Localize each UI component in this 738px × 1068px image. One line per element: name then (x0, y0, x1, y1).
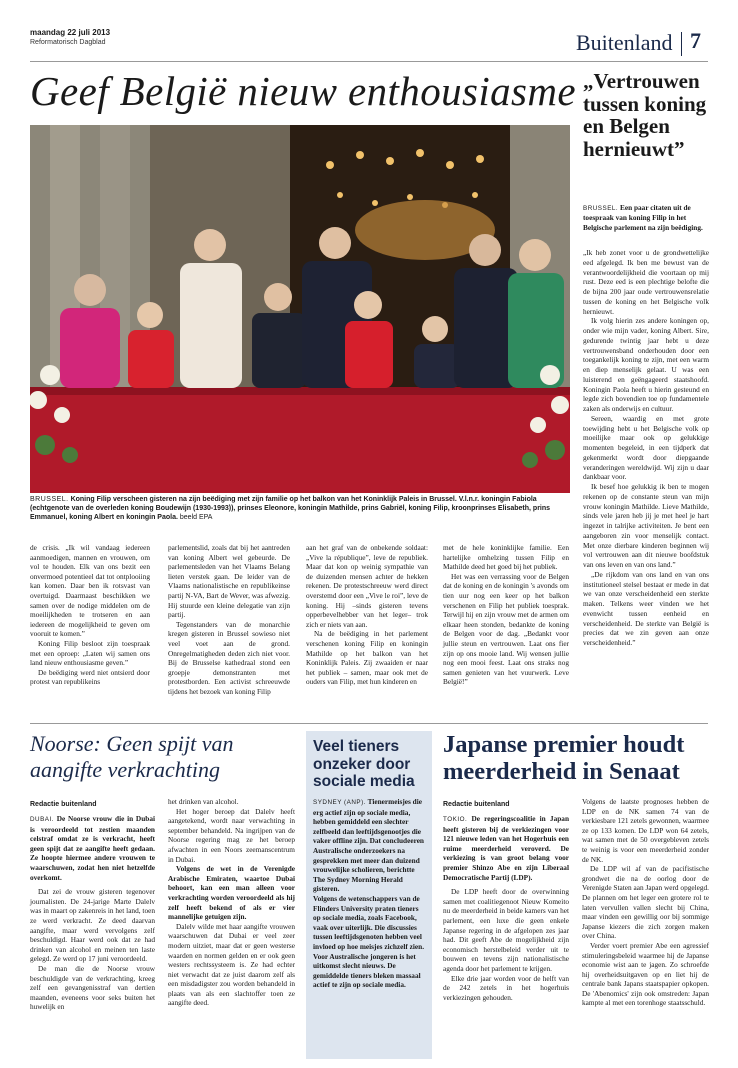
sidebar-body (583, 248, 709, 648)
page-number: 7 (690, 28, 701, 53)
newspaper-name: Reformatorisch Dagblad (30, 39, 106, 46)
caption-text: Koning Filip verscheen gisteren na zijn beëdiging met zijn familie op het balkon van het Koninklijk Paleis in Brussel. V.l.n.r. koningin Fabiola (echtgenote van de overleden koning Boudewijn (1930-1993)), prinses Eleonore, koningin Mathilde, prins Gabriël, koning Filip, kroonprinses Elisabeth, prins Emmanuel, koning Albert en koningin Paola. (30, 496, 551, 522)
tieners-lead-text: Tienermeisjes die erg actief zijn op sociale media, hebben gemiddeld een slechter zelfbeeld dan leeftijdsgenootjes die vaker offline zijn. Dat concludeeren Australische onderzoekers na gesprekken met meer dan duizend vrouwelijke scholieren, berichtte The Sydney Morning Herald gisteren. (313, 797, 424, 894)
article-paragraph: Verder voert premier Abe een agressief stimuleringsbeleid waarmee hij de Japanse economie wist aan te jagen. Zo schroefde hij overheidsuitgaven op en liet hij de centrale bank Japans staatspapier opkopen. De 'Abenomics' zijn ook omstreden: Japan kampte al met een torenhoge staatsschuld. (582, 940, 709, 1008)
tieners-headline: Veel tieners onzeker door sociale media (313, 738, 415, 790)
header-rule (30, 61, 708, 62)
main-article-column-3 (306, 543, 428, 687)
noorse-lead-text: De Noorse vrouw die in Dubai is veroordeeld tot zestien maanden celstraf omdat ze is verkracht, heeft geen spijt dat ze aangifte heeft gedaan. Ze hoopte hiermee andere vrouwen te waarschuwen, zodat hen niet hetzelfde overkomt. (30, 814, 155, 882)
article-paragraph: de crisis. „Ik wil vandaag iedereen aanmoedigen, mannen en vrouwen, om vol te houden. Elk van ons bezit een onvermoed potentieel dat tot ontplooiing kan komen. Daar ben ik rotsvast van overtuigd. Daarmaast beschikken we samen over de nodige middelen om de moeilijkheden te trotseren en aan iedereen de mogelijkheid te geven om vooruit te komen.” (30, 543, 150, 639)
article-paragraph: Na de beëdiging in het parlement verschenen koning Filip en koningin Mathilde op het balkon van het Koninklijk Paleis. Zij zwaaiden er naar het publiek – samen, maar ook met de ouders van Filip, met hun kinderen en (306, 629, 428, 687)
article-paragraph: Dat zei de vrouw gisteren tegenover journalisten. De 24-jarige Marte Dalelv was in maart op zakenreis in het land, toen ze werd verkracht. Ze deed daarvan aangifte, maar werd vervolgens zelf beschuldigd. Haar werd ook dat ze had drinken van alcohol en meinen ten laste gelegd. Ze werd op 17 juni veroordeeld. (30, 887, 155, 964)
tieners-dateline: SYDNEY (ANP). (313, 799, 366, 806)
article-paragraph: Volgens de wet in de Verenigde Arabische Emiraten, waartoe Dubai behoort, kan een man alleen voor verkrachting worden veroordeeld als hij zelf heeft bekend of als er vier mannelijke getuigen zijn. (168, 864, 295, 922)
article-paragraph: Tegenstanders van de monarchie kregen gisteren in Brussel sowieso niet veel voet aan de grond. Onregelmatigheden deden zich niet voor. Bij de Brusselse kathedraal stond een groepje demonstranten met protestborden. Een activist schreeuwde tijdens het bezoek van koning Filip (168, 619, 290, 696)
article-paragraph: Het hoger beroep dat Dalelv heeft aangetekend, wordt naar verwachting in september behandeld. Na ingrijpen van de Noorse regering mag ze het beroep afwachten in een Noors zeemanscentrum in Dubai. (168, 806, 295, 864)
sidebar-paragraph: Ik besef hoe gelukkig ik ben te mogen rekenen op de constante steun van mijn vrouw koningin Mathilde. Lieve Mathilde, sinds vele jaren heb jij je met heel je hart ingezet in talrijke activiteiten. Je bent een aangeboren zin voor menselijk contact. Met onze dierbare kinderen beginnen wij vol vertrouwen aan dit nieuwe boofdstuk van ons leven en van ons land.” (583, 482, 709, 569)
main-article-column-1 (30, 543, 150, 687)
article-paragraph: Dalelv wilde met haar aangifte vrouwen waarschuwen dat Dubai er veel zeer modern uitziet, maar dat er geen westerse waarden en normen gelden en er ook geen westers rechtssysteem is. Ze had echter niet verwacht dat ze juist daarom zelf als een misdadigster zou worden behandeld in plaats van als een slachtoffer toen ze aangifte deed. (168, 921, 295, 1008)
tieners-body (313, 797, 427, 990)
sidebar-paragraph: „Ik heb zonet voor u de grondwettelijke eed afgelegd. Ik ben me bewust van de verantwoordelijkheid die voortaan op mij rust. Deze eed is een plechtige belofte die de bijna 200 jaar oude vertrouwensrelatie tussen de koning en het Belgische volk hernieuwt. (583, 248, 709, 316)
noorse-lead (30, 814, 155, 882)
japan-column-2 (582, 797, 709, 1008)
noorse-byline: Redactie buitenland (30, 801, 97, 808)
article-paragraph: Het was een verrassing voor de Belgen dat de koning en de koningin 's avonds om tien uur nog een keer op het balkon verschenen en Filip het publiek toesprak. Terwijl hij en zijn vrouw met de armen om elkaar heen stonden, bedankte de koning de Belgen voor de dag. „Bedankt voor jullie steun en vertrouwen. Laat ons fier zijn op ons mooie land. Wij wensen jullie nog een mooi feest. Laat ons straks nog samen genieten van het vuurwerk. Leve België!” (443, 571, 569, 687)
japan-lead-text: De regeringscoalitie in Japan heeft gisteren bij de verkiezingen voor 121 nieuwe leden van het Hogerhuis een ruime meerderheid veroverd. De verkiezing is van groot belang voor premier Shinzo Abe en zijn Liberaal Democratische Partij (LDP). (443, 814, 569, 882)
tieners-paragraph (313, 797, 427, 894)
royal-balcony-photo (30, 125, 570, 493)
japan-headline: Japanse premier houdt meerderheid in Senaat (443, 731, 685, 785)
japan-byline: Redactie buitenland (443, 801, 510, 808)
section-title: Buitenland (576, 30, 673, 55)
noorse-column-1 (30, 814, 155, 1012)
sidebar-paragraph: Ik volg hierin zes andere koningen op, onder wie mijn vader, koning Albert. Sire, gedurende twintig jaar hebt u deze vertrouwensband onderhouden door een toegankelijk koning te zijn, met een warm en diep menselijk gelaat. U was een luisterend en geëngageerd staatshoofd. Koningin Paola heeft u hierin gesteund en legde zich bovendien toe op fundamentele zaken als onderwijs en cultuur. (583, 316, 709, 413)
caption-credit: beeld EPA (179, 514, 213, 522)
photo-caption (30, 495, 570, 523)
japan-dateline: TOKIO. (443, 816, 468, 823)
article-paragraph: Volgens de laatste prognoses hebben de LDP en de NK samen 74 van de verkiesbare 121 zetels gewonnen, waarmee ze op 133 komen. De LDP won 64 zetels, wat samen met de 50 overgebleven zetels te weinig is voor een meerderheid zonder de NK. (582, 797, 709, 864)
article-paragraph: met de hele koninklijke familie. Een hartelijke omhelzing tussen Filip en Mathilde deed het goed bij het publiek. (443, 543, 569, 572)
caption-dateline: BRUSSEL. (30, 496, 69, 503)
section-rule (30, 723, 708, 724)
sidebar-headline: „Vertrouwen tussen koning en Belgen hernieuwt” (583, 69, 707, 161)
article-paragraph: De beëdiging werd niet ontsierd door protest van republikeins (30, 667, 150, 687)
japan-column-1 (443, 814, 569, 1002)
noorse-column-2 (168, 797, 295, 1008)
article-paragraph: De man die de Noorse vrouw beschuldigde van de verkrachting, kreeg zelf een gevangenisstraf van dertien maanden, eveneens voor seks buiten het huwelijk en (30, 963, 155, 1012)
noorse-headline: Noorse: Geen spijt van aangifte verkrachting (30, 731, 234, 782)
main-headline: Geef België nieuw enthousiasme (30, 68, 577, 114)
photo-illustration (30, 125, 570, 493)
sidebar-lead (583, 203, 709, 232)
main-article-column-4 (443, 543, 569, 687)
sidebar-paragraph: Sereen, waardig en met grote toewijding hebt u het Belgische volk op moeilijke maar ook op gelukkige momenten begeleid, in een tijdperk dat gekenmerkt wordt door diepgaande veranderingen wereldwijd. Wij zijn u daar dankbaar voor. (583, 413, 709, 482)
article-paragraph: De LDP heeft door de overwinning samen met coalitiegenoot Nieuw Komeito nu de meerderheid in beide kamers van het parlement, een luxe die geen enkele Japanse regering in de afgelopen zes jaar had. Dit geeft Abe de mogelijkheid zijn economisch herstelbeleid verder uit te bouwen en tevens zijn nationalistische agenda door het parlement te krijgen. (443, 887, 569, 973)
sidebar-lead-text: Een paar citaten uit de toespraak van koning Filip in het Belgische parlement na zijn beëdiging. (583, 203, 703, 232)
issue-date: maandag 22 juli 2013 (30, 28, 111, 37)
article-paragraph: aan het graf van de onbekende soldaat: „Vive la république”, leve de republiek. Maar dat kon op weinig sympathie van de duizenden mensen achter de hekken rekenen. De protestschreeuw werd direct overstemd door een „Vive le roi”, leve de koning. Hij –sinds gisteren tevens opperbevelhebber van het leger– trok zich er niets van aan. (306, 543, 428, 629)
article-paragraph: parlementslid, zoals dat bij het aantreden van koning Albert wel gebeurde. De parlementsleden van het Vlaams Belang lieten verstek gaan. De leider van de Vlaams nationalistische en republikeinse partij N-VA, Bart de Wever, was afwezig. Hij stuurde een kleine delegatie van zijn partij. (168, 543, 290, 620)
article-paragraph: Koning Filip besloot zijn toespraak met een oproep: „Laten wij samen ons land nieuw enthousiasme geven.” (30, 638, 150, 668)
tieners-paragraph: Voor Australische jongeren is het uitkomst slecht nieuws. De gemiddelde tieners bleken massaal actief te zijn op sociale media. (313, 951, 421, 990)
tieners-paragraph: Volgens de wetenschappers van de Flinders University praten tieners op sociale media, zoals Facebook, vaak over uiterlijk. Die discussies tussen leeftijdsgenoten hebben veel invloed op hoe meisjes zichzelf zien. (313, 893, 425, 951)
japan-lead (443, 814, 569, 882)
main-article-column-2 (168, 543, 290, 697)
article-paragraph: het drinken van alcohol. (168, 797, 239, 806)
sidebar-dateline: BRUSSEL. (583, 205, 619, 212)
sidebar-paragraph: „De rijkdom van ons land en van ons institutioneel stelsel bestaat er mede in dat we van onze verscheidenheid een sterkte maken. Telkens weer vinden we het evenwicht tussen eenheid en verscheidenheid. De sterkte van België is precies dat we zin geven aan onze verscheidenheid.” (583, 569, 709, 647)
article-paragraph: Elke drie jaar worden voor de helft van de 242 zetels in het hogerhuis verkiezingen gehouden. (443, 973, 569, 1002)
header-divider (681, 32, 682, 56)
article-paragraph: De LDP wil af van de pacifistische grondwet die na de oorlog door de Verenigde Staten aan Japan werd opgelegd. De plannen om het leger een grotere rol te laten vervullen vallen slecht bij China, maar vinden een gewillig oor bij sommige Japanse kiezers die zich zorgen maken over China. (582, 864, 709, 941)
noorse-dateline: DUBAI. (30, 816, 54, 823)
